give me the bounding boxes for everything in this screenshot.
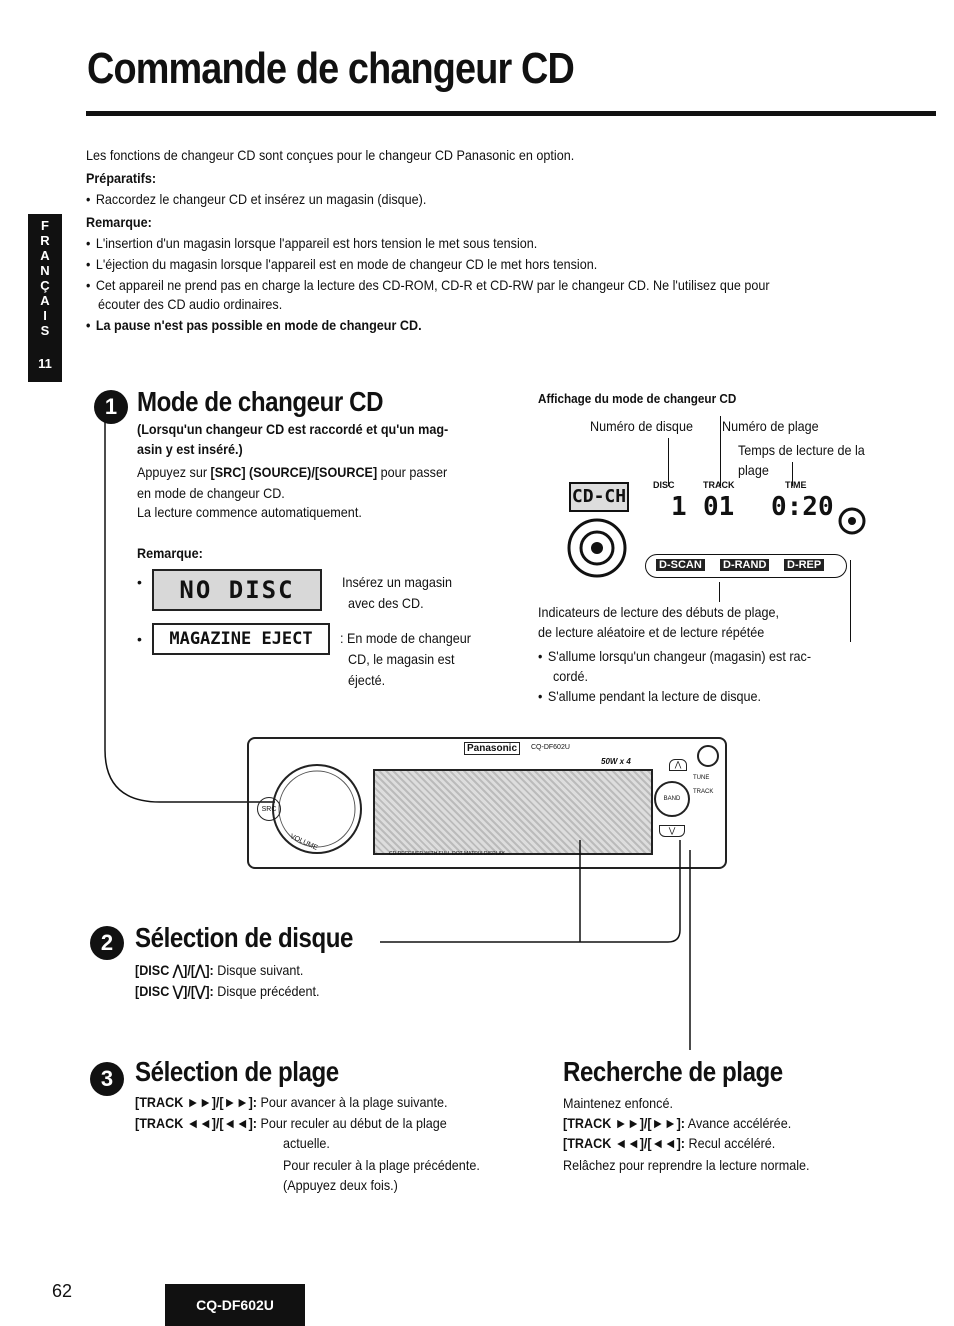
- lcd-disc-number: 1: [671, 492, 687, 522]
- device-subtitle: CD RECEIVER WITH FULL DOT MATRIX DISPLAY: [389, 851, 505, 857]
- footer-model-box: CQ-DF602U: [165, 1284, 305, 1326]
- preparatifs-heading: Préparatifs:: [86, 170, 157, 186]
- track-label: TRACK: [693, 789, 714, 795]
- eject-text: CD, le magasin est: [348, 651, 455, 667]
- bullet-dot: •: [137, 631, 142, 647]
- lcd-tag-track: TRACK: [703, 480, 735, 490]
- leader-line: [850, 560, 851, 642]
- section1-body: en mode de changeur CD.: [137, 485, 285, 501]
- section2-title: Sélection de disque: [135, 922, 353, 953]
- lang-letter: F: [41, 218, 49, 233]
- section1-remarque-heading: Remarque:: [137, 545, 203, 561]
- indicator-drep: D-REP: [784, 559, 824, 571]
- recherche-line: [563, 1133, 775, 1153]
- section3-line: [135, 1092, 447, 1112]
- brand-logo: Panasonic: [464, 742, 520, 755]
- page-title: Commande de changeur CD: [87, 44, 574, 93]
- model-label: CQ-DF602U: [531, 744, 570, 751]
- section-number-3: 3: [90, 1062, 124, 1096]
- body-text: Appuyez sur: [137, 464, 211, 480]
- section3-line: [135, 1113, 447, 1133]
- eject-text: éjecté.: [348, 672, 386, 688]
- band-button[interactable]: BAND: [654, 781, 690, 817]
- display-note: • S'allume pendant la lecture de disque.: [538, 686, 761, 706]
- disc-up-button[interactable]: ⋀: [669, 759, 687, 771]
- remarque-heading: Remarque:: [86, 214, 152, 230]
- section1-title: Mode de changeur CD: [137, 386, 384, 417]
- src-button[interactable]: SRC: [257, 797, 281, 821]
- label-disc-number: Numéro de disque: [590, 418, 693, 434]
- lang-letter: S: [40, 323, 50, 338]
- section3-line: (Appuyez deux fois.): [283, 1177, 398, 1193]
- disc-icon: [567, 516, 631, 580]
- key-label: [TRACK ◄◄]/[◄◄]:: [563, 1135, 685, 1151]
- recherche-line: [563, 1113, 791, 1133]
- lcd-tag-disc: DISC: [653, 480, 675, 490]
- section1-subtitle: (Lorsqu'un changeur CD est raccordé et qu'un mag-: [137, 421, 449, 437]
- connector-lines: [380, 820, 700, 1060]
- power-label: 50W x 4: [601, 757, 631, 766]
- title-rule: [86, 111, 936, 116]
- section1-body: La lecture commence automatiquement.: [137, 504, 362, 520]
- page-number: 62: [52, 1281, 73, 1301]
- lcd-track-number: 01: [703, 492, 735, 522]
- display-note: • S'allume lorsqu'un changeur (magasin) est rac-: [538, 646, 811, 666]
- leader-line: [720, 416, 721, 486]
- indicators-caption: Indicateurs de lecture des débuts de plage,: [538, 604, 779, 620]
- volume-label: VOLUME: [288, 833, 319, 852]
- section3-line: actuelle.: [283, 1135, 330, 1151]
- lcd-mode-indicator: CD-CH: [569, 482, 629, 512]
- lcd-play-time: 0:20: [771, 492, 834, 522]
- leader-line: [719, 582, 720, 602]
- tune-label: TUNE: [693, 775, 710, 781]
- section2-line: [135, 981, 320, 1001]
- nodisc-text: Insérez un magasin: [342, 574, 452, 590]
- indicator-dscan: D-SCAN: [656, 559, 705, 571]
- section3-line: Pour reculer à la plage précédente.: [283, 1157, 480, 1173]
- key-label: [DISC ⋀]/[⋀]:: [135, 962, 214, 978]
- label-play-time: plage: [738, 462, 769, 478]
- nodisc-lcd: NO DISC: [152, 569, 322, 611]
- section-number-2: 2: [90, 926, 124, 960]
- label-play-time: Temps de lecture de la: [738, 442, 865, 458]
- disc-down-button[interactable]: ⋁: [659, 825, 685, 837]
- indicator-drand: D-RAND: [720, 559, 769, 571]
- body-text: Pour reculer au début de la plage: [256, 1115, 447, 1131]
- section-page-number: 11: [38, 356, 52, 371]
- display-heading: Affichage du mode de changeur CD: [538, 391, 737, 406]
- lang-letter: A: [40, 293, 50, 308]
- bullet-dot: •: [137, 574, 142, 590]
- body-text: pour passer: [377, 464, 448, 480]
- recherche-title: Recherche de plage: [563, 1056, 783, 1087]
- remarque-item: • L'éjection du magasin lorsque l'appareil est en mode de changeur CD le met hors tension.: [86, 254, 597, 274]
- eject-lcd: MAGAZINE EJECT: [152, 623, 330, 655]
- language-tab: [28, 214, 62, 382]
- section1-subtitle: asin y est inséré.): [137, 441, 243, 457]
- lang-letter: I: [43, 308, 47, 323]
- remarque-bold-item: • La pause n'est pas possible en mode de changeur CD.: [86, 315, 422, 335]
- key-label: [TRACK ◄◄]/[◄◄]:: [135, 1115, 257, 1131]
- lang-letter: N: [40, 263, 50, 278]
- remarque-item: • Cet appareil ne prend pas en charge la lecture des CD-ROM, CD-R et CD-RW par le changeur CD. Ne l'utilisez que pour: [86, 275, 770, 295]
- lang-letter: A: [40, 248, 50, 263]
- section3-title: Sélection de plage: [135, 1056, 339, 1087]
- key-label: [SRC] (SOURCE)/[SOURCE]: [210, 464, 378, 480]
- section-number-1: 1: [94, 390, 128, 424]
- intro-text: Les fonctions de changeur CD sont conçues pour le changeur CD Panasonic en option.: [86, 147, 575, 163]
- lang-letter: R: [40, 233, 50, 248]
- recherche-line: Maintenez enfoncé.: [563, 1095, 673, 1111]
- recherche-line: Relâchez pour reprendre la lecture normale.: [563, 1157, 810, 1173]
- key-label: [TRACK ►►]/[►►]:: [135, 1094, 257, 1110]
- lang-letter: Ç: [40, 278, 50, 293]
- disc-small-icon: [835, 504, 869, 538]
- label-track-number: Numéro de plage: [722, 418, 819, 434]
- body-text: Disque précédent.: [213, 983, 320, 999]
- indicator-strip: [645, 554, 847, 578]
- indicators-caption: de lecture aléatoire et de lecture répétée: [538, 624, 765, 640]
- body-text: Avance accélérée.: [684, 1115, 792, 1131]
- key-label: [TRACK ►►]/[►►]:: [563, 1115, 685, 1131]
- key-label: [DISC ⋁]/[⋁]:: [135, 983, 214, 999]
- section2-line: [135, 960, 303, 980]
- display-note-cont: cordé.: [553, 668, 589, 684]
- lcd-display-illustration: [563, 480, 873, 582]
- body-text: Disque suivant.: [213, 962, 304, 978]
- leader-line: [668, 438, 669, 486]
- body-text: Pour avancer à la plage suivante.: [256, 1094, 448, 1110]
- lcd-tag-time: TIME: [785, 480, 807, 490]
- remarque-item: • L'insertion d'un magasin lorsque l'appareil est hors tension le met sous tension.: [86, 233, 537, 253]
- eject-button[interactable]: [697, 745, 719, 767]
- nodisc-text: avec des CD.: [348, 595, 424, 611]
- eject-text: : En mode de changeur: [340, 630, 471, 646]
- preparatifs-item: • Raccordez le changeur CD et insérez un magasin (disque).: [86, 189, 426, 209]
- remarque-item-cont: écouter des CD audio ordinaires.: [98, 296, 283, 312]
- body-text: Recul accéléré.: [684, 1135, 776, 1151]
